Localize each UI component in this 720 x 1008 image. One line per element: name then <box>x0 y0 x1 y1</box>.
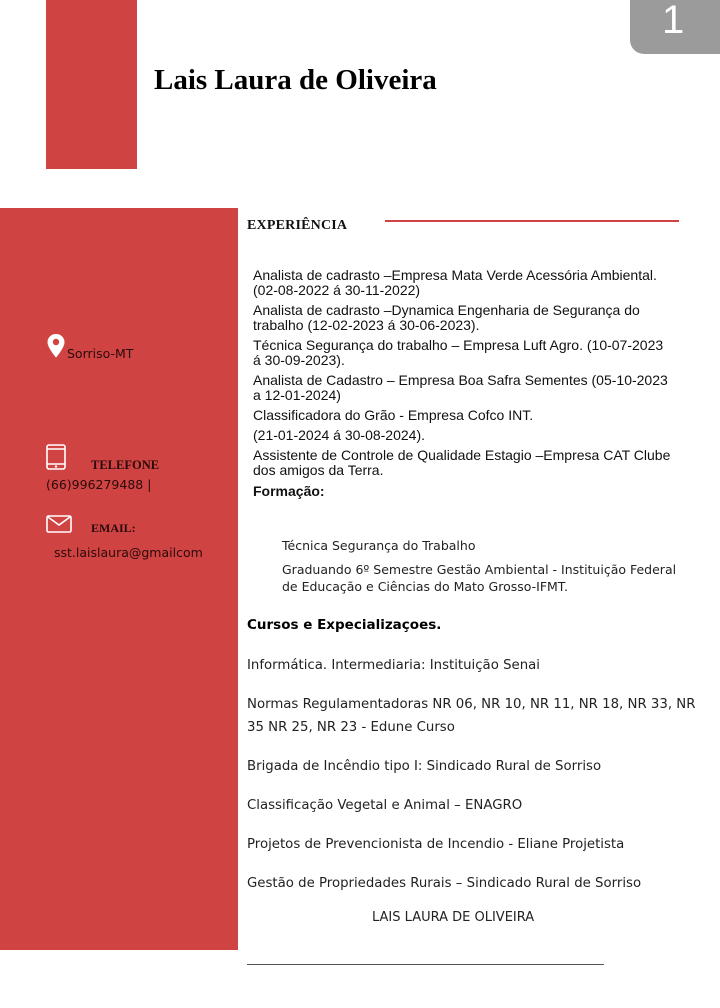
heading-divider <box>385 220 679 222</box>
signature-line <box>247 964 604 965</box>
education-item: Técnica Segurança do Trabalho <box>282 538 476 553</box>
location-text: Sorriso-MT <box>67 346 134 361</box>
experience-item: Assistente de Controle de Qualidade Estagio –Empresa CAT Clube dos amigos da Terra. <box>253 447 671 478</box>
education-heading: Formação: <box>253 483 325 499</box>
phone-value[interactable]: (66)996279488 | <box>46 477 152 492</box>
experience-item: Analista de cadrasto –Empresa Mata Verde Acessória Ambiental. (02-08-2022 á 30-11-2022) <box>253 267 657 298</box>
experience-item: Analista de Cadastro – Empresa Boa Safra Sementes (05-10-2023 a 12-01-2024) <box>253 372 668 403</box>
experience-item: (21-01-2024 á 30-08-2024). <box>253 427 426 443</box>
page-number: 1 <box>662 0 685 42</box>
email-label: EMAIL: <box>91 521 136 535</box>
experience-list <box>253 268 673 499</box>
course-item: Projetos de Prevencionista de Incendio - Eliane Projetista <box>247 837 625 852</box>
education-list <box>282 537 682 602</box>
decorative-red-block <box>46 0 137 169</box>
email-value[interactable]: sst.laislaura@gmailcom <box>54 545 203 560</box>
experience-item: Técnica Segurança do trabalho – Empresa Luft Agro. (10-07-2023 á 30-09-2023). <box>253 337 664 368</box>
experience-item: Analista de cadrasto –Dynamica Engenharia de Segurança do trabalho (12-02-2023 á 30-06-2023). <box>253 302 640 333</box>
phone-label: TELEFONE <box>91 458 160 472</box>
course-item: Normas Regulamentadoras NR 06, NR 10, NR 11, NR 18, NR 33, NR 35 NR 25, NR 23 - Edune Curso <box>247 697 696 735</box>
course-item: Classificação Vegetal e Animal – ENAGRO <box>247 798 523 813</box>
course-item: Gestão de Propriedades Rurais – Sindicado Rural de Sorriso <box>247 876 642 891</box>
experience-heading: EXPERIÊNCIA <box>247 218 348 233</box>
envelope-icon <box>46 515 72 533</box>
contact-sidebar <box>0 208 238 950</box>
courses-list <box>247 654 697 911</box>
phone-icon <box>46 444 66 470</box>
course-item: Informática. Intermediaria: Instituição Senai <box>247 658 540 673</box>
page-number-badge <box>630 0 720 54</box>
experience-item: Classificadora do Grão - Empresa Cofco INT. <box>253 407 534 423</box>
course-item: Brigada de Incêndio tipo I: Sindicado Rural de Sorriso <box>247 759 602 774</box>
courses-heading: Cursos e Expecializaçoes. <box>247 617 442 633</box>
signature-name: LAIS LAURA DE OLIVEIRA <box>372 910 535 925</box>
page-title: Lais Laura de Oliveira <box>154 64 437 96</box>
education-item: Graduando 6º Semestre Gestão Ambiental - Instituição Federal de Educação e Ciências do Mato Grosso-IFMT. <box>282 562 677 594</box>
map-pin-icon <box>47 334 65 358</box>
